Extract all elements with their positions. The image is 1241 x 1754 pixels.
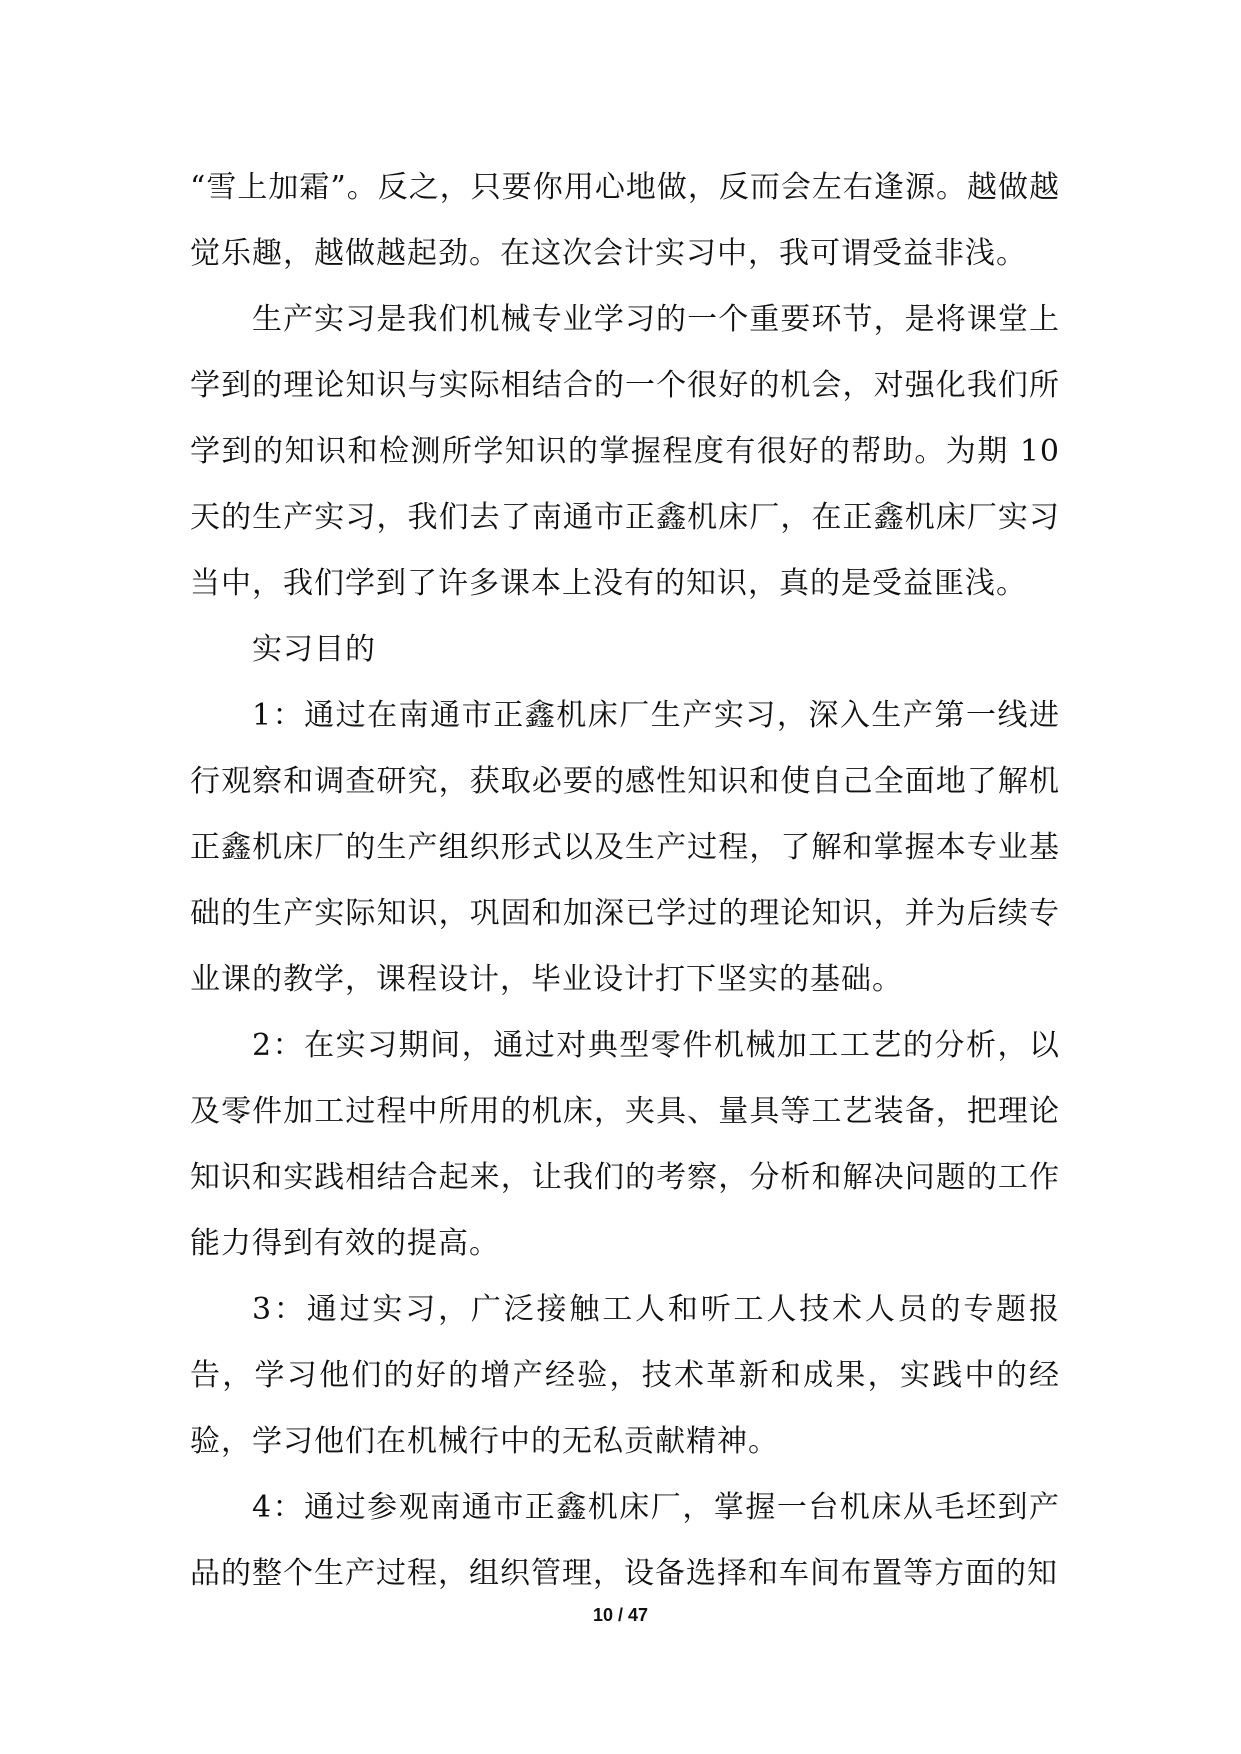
paragraph-6: 3：通过实习，广泛接触工人和听工人技术人员的专题报告，学习他们的好的增产经验，技术革新和成果，实践中的经验，学习他们在机械行中的无私贡献精神。	[190, 1292, 1060, 1459]
paragraph-2: 生产实习是我们机械专业学习的一个重要环节，是将课堂上学到的理论知识与实际相结合的一个很好的机会，对强化我们所学到的知识和检测所学知识的掌握程度有很好的帮助。为期 10 天的生产实习，我们去了南通市正鑫机床厂，在正鑫机床厂实习当中，我们学到了许多课本上没有的知识，真的是受益匪浅。	[190, 302, 1060, 601]
paragraph-5: 2：在实习期间，通过对典型零件机械加工工艺的分析，以及零件加工过程中所用的机床，夹具、量具等工艺装备，把理论知识和实践相结合起来，让我们的考察，分析和解决问题的工作能力得到有效的提高。	[190, 1028, 1060, 1261]
paragraph-4: 1：通过在南通市正鑫机床厂生产实习，深入生产第一线进行观察和调查研究，获取必要的感性知识和使自己全面地了解机正鑫机床厂的生产组织形式以及生产过程，了解和掌握本专业基础的生产实际知识，巩固和加深已学过的理论知识，并为后续专业课的教学，课程设计，毕业设计打下坚实的基础。	[190, 698, 1060, 997]
page-number: 10 / 47	[592, 1605, 649, 1625]
body-text	[190, 155, 1060, 1607]
paragraph-1: “雪上加霜”。反之，只要你用心地做，反而会左右逢源。越做越觉乐趣，越做越起劲。在这次会计实习中，我可谓受益非浅。	[190, 170, 1060, 271]
section-heading: 实习目的	[252, 632, 376, 667]
paragraph-7: 4：通过参观南通市正鑫机床厂，掌握一台机床从毛坯到产品的整个生产过程，组织管理，设备选择和车间布置等方面的知	[190, 1490, 1060, 1591]
